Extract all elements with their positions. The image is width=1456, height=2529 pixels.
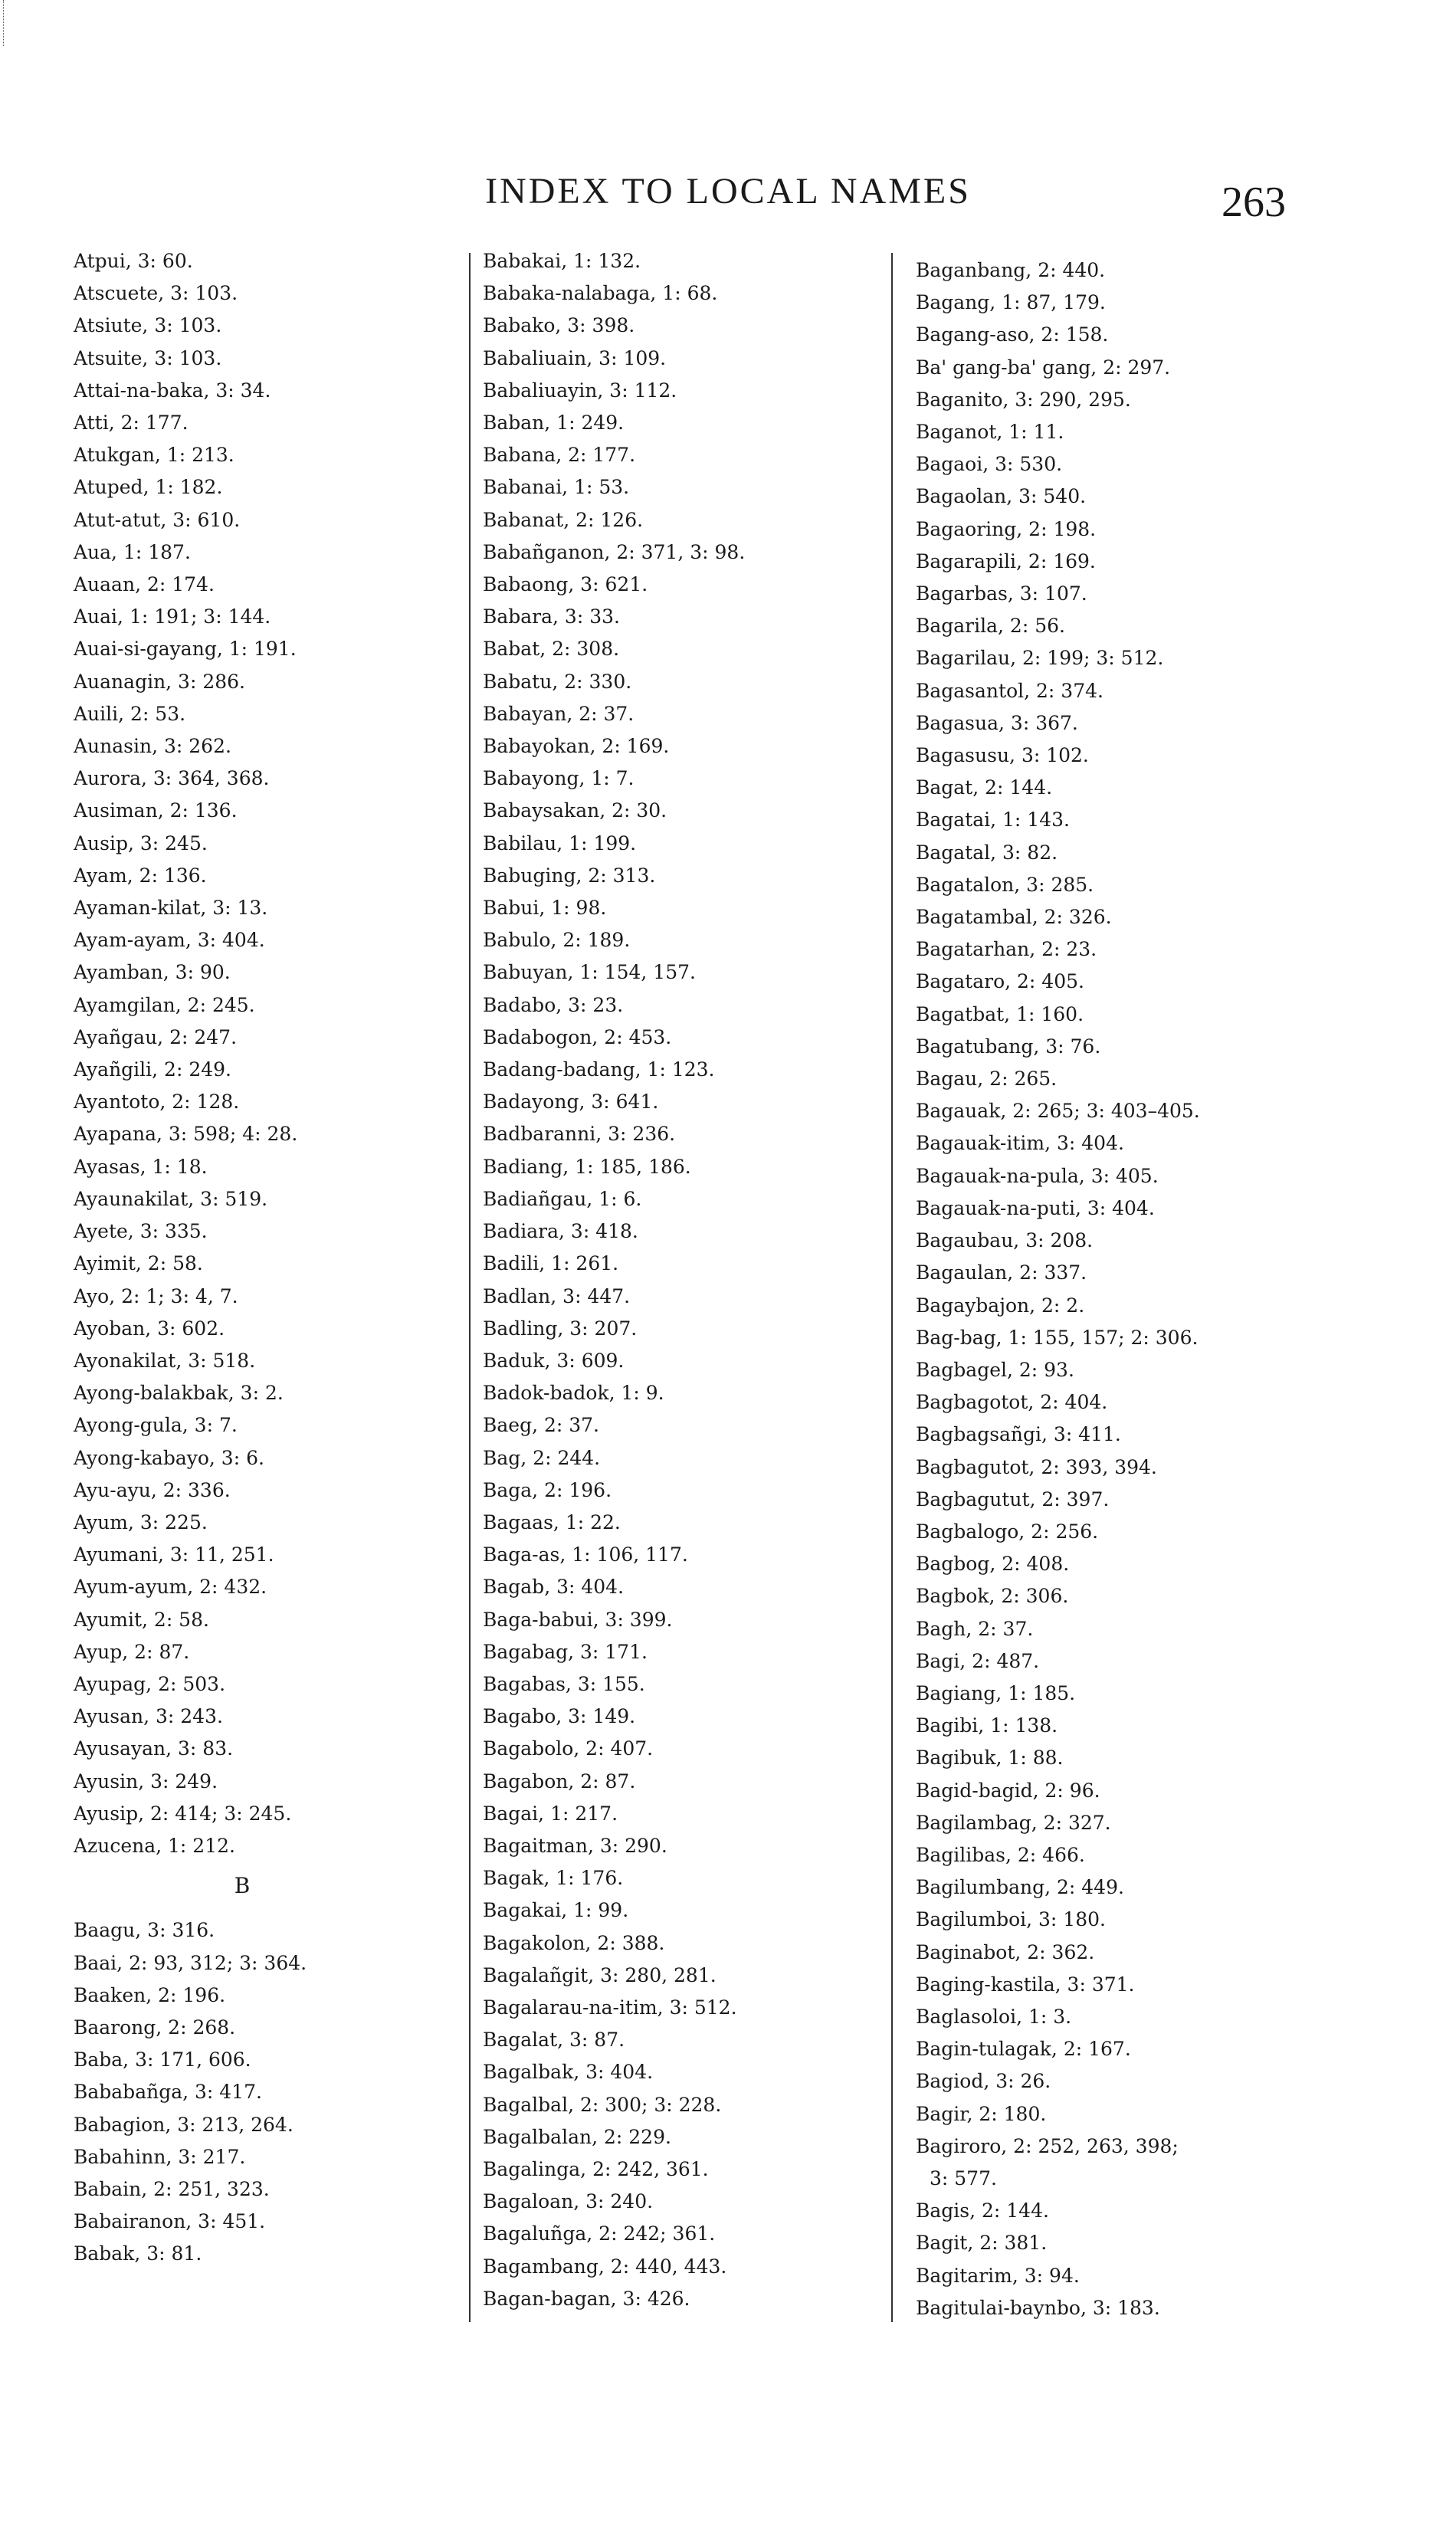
index-entry: Bagilumbang, 2: 449. xyxy=(916,1876,1124,1899)
index-entry: Baagu, 3: 316. xyxy=(74,1919,215,1942)
index-entry: Bagaoi, 3: 530. xyxy=(916,453,1063,476)
index-entry: Babaliuain, 3: 109. xyxy=(483,346,667,369)
index-entry: Babanai, 1: 53. xyxy=(483,476,630,499)
index-entry: Bagh, 2: 37. xyxy=(916,1617,1034,1640)
index-entry: Badiang, 1: 185, 186. xyxy=(483,1155,691,1178)
index-entry: Bagaluñga, 2: 242; 361. xyxy=(483,2222,716,2245)
index-entry: Bagauak-na-pula, 3: 405. xyxy=(916,1164,1159,1187)
index-entry: Bagbagotot, 2: 404. xyxy=(916,1391,1108,1414)
index-entry: Bagalbalan, 2: 229. xyxy=(483,2125,671,2148)
index-entry: Ayusan, 3: 243. xyxy=(74,1705,223,1728)
index-entry: Baga, 2: 196. xyxy=(483,1478,612,1501)
index-entry: Bagalat, 3: 87. xyxy=(483,2029,625,2052)
index-entry: Bagang-aso, 2: 158. xyxy=(916,323,1109,346)
index-entry: Bagabo, 3: 149. xyxy=(483,1705,636,1728)
index-entry: Baga-babui, 3: 399. xyxy=(483,1608,673,1631)
index-entry: Bagaolan, 3: 540. xyxy=(916,485,1087,508)
index-entry: Bagalbal, 2: 300; 3: 228. xyxy=(483,2093,722,2116)
index-column-1-b-entries xyxy=(74,1914,457,2270)
index-entry: Aua, 1: 187. xyxy=(74,540,191,563)
index-entry: Bagaybajon, 2: 2. xyxy=(916,1294,1085,1317)
index-entry: Bagatbat, 1: 160. xyxy=(916,1002,1084,1025)
index-entry: Ayaman-kilat, 3: 13. xyxy=(74,897,268,920)
index-entry: Bagau, 2: 265. xyxy=(916,1068,1058,1091)
index-entry: Bagaitman, 3: 290. xyxy=(483,1834,667,1857)
index-entry: Bagbagutot, 2: 393, 394. xyxy=(916,1455,1157,1478)
index-entry: Bagarilau, 2: 199; 3: 512. xyxy=(916,647,1164,670)
index-entry: Babakai, 1: 132. xyxy=(483,250,641,272)
index-column-1 xyxy=(74,245,457,2271)
index-entry: Bagasusu, 3: 102. xyxy=(916,744,1089,767)
index-entry: Bagatalon, 3: 285. xyxy=(916,873,1094,896)
index-entry: Atukgan, 1: 213. xyxy=(74,444,234,467)
index-entry: Ayete, 3: 335. xyxy=(74,1220,208,1243)
index-entry: Baging-kastila, 3: 371. xyxy=(916,1973,1135,1996)
index-entry: Babatu, 2: 330. xyxy=(483,670,632,693)
index-entry: Bagauak-itim, 3: 404. xyxy=(916,1132,1124,1155)
margin-mark xyxy=(3,0,4,46)
index-entry: Bagit, 2: 381. xyxy=(916,2232,1048,2255)
index-entry: Bagai, 1: 217. xyxy=(483,1802,618,1825)
index-entry: Bagatai, 1: 143. xyxy=(916,809,1070,832)
index-entry: Bagalinga, 2: 242, 361. xyxy=(483,2157,709,2180)
index-entry: Baganbang, 2: 440. xyxy=(916,259,1106,281)
index-entry: Bagakolon, 2: 388. xyxy=(483,1931,665,1954)
index-entry: Azucena, 1: 212. xyxy=(74,1834,235,1857)
index-entry: Bagilambag, 2: 327. xyxy=(916,1811,1111,1834)
index-entry: Babahinn, 3: 217. xyxy=(74,2145,246,2168)
index-entry: Babara, 3: 33. xyxy=(483,605,620,628)
index-entry: Ayam, 2: 136. xyxy=(74,864,207,887)
index-entry: Bagir, 2: 180. xyxy=(916,2102,1047,2125)
index-entry: Badili, 1: 261. xyxy=(483,1252,619,1275)
index-entry: Bagataro, 2: 405. xyxy=(916,970,1084,993)
index-entry: Baglasoloi, 1: 3. xyxy=(916,2005,1072,2028)
index-entry: Badok-badok, 1: 9. xyxy=(483,1382,664,1405)
index-entry: Bagi, 2: 487. xyxy=(916,1649,1040,1672)
index-entry: Bagbalogo, 2: 256. xyxy=(916,1520,1099,1543)
index-entry: Babayokan, 2: 169. xyxy=(483,735,670,758)
index-entry: Babayan, 2: 37. xyxy=(483,702,635,725)
index-entry: Bagilumboi, 3: 180. xyxy=(916,1908,1106,1931)
index-entry: Aunasin, 3: 262. xyxy=(74,735,231,758)
index-entry: Ba' gang-ba' gang, 2: 297. xyxy=(916,356,1171,379)
index-entry: Babuyan, 1: 154, 157. xyxy=(483,961,696,984)
index-entry: Bagat, 2: 144. xyxy=(916,776,1053,799)
index-entry: Bagabon, 2: 87. xyxy=(483,1770,636,1793)
index-entry: Auai, 1: 191; 3: 144. xyxy=(74,605,271,628)
index-entry: Ayum-ayum, 2: 432. xyxy=(74,1576,267,1599)
index-entry: Bagilibas, 2: 466. xyxy=(916,1843,1085,1866)
index-entry: Atpui, 3: 60. xyxy=(74,250,193,272)
index-entry: Bagabag, 3: 171. xyxy=(483,1640,648,1663)
index-entry: Bagbagsañgi, 3: 411. xyxy=(916,1423,1121,1446)
index-entry: Bagatal, 3: 82. xyxy=(916,841,1058,864)
index-entry: Atscuete, 3: 103. xyxy=(74,282,238,305)
index-column-3 xyxy=(916,254,1314,2324)
index-entry: Badiañgau, 1: 6. xyxy=(483,1187,642,1210)
index-entry: Ayong-balakbak, 3: 2. xyxy=(74,1382,284,1405)
index-entry: Bagarapili, 2: 169. xyxy=(916,549,1096,572)
section-heading-b: B xyxy=(234,1873,251,1899)
index-entry: Bagauak-na-puti, 3: 404. xyxy=(916,1196,1155,1219)
index-entry: Ayo, 2: 1; 3: 4, 7. xyxy=(74,1284,238,1307)
index-entry: Ausip, 3: 245. xyxy=(74,832,208,854)
index-entry: Bagarila, 2: 56. xyxy=(916,615,1065,638)
index-entry: Babana, 2: 177. xyxy=(483,444,636,467)
index-column-2 xyxy=(483,245,881,2315)
index-entry: Attai-na-baka, 3: 34. xyxy=(74,379,271,402)
index-column-1-a-entries xyxy=(74,245,457,1862)
index-entry: Badlan, 3: 447. xyxy=(483,1284,631,1307)
index-entry: Auanagin, 3: 286. xyxy=(74,670,245,693)
index-entry: Badling, 3: 207. xyxy=(483,1317,638,1340)
index-entry: Atti, 2: 177. xyxy=(74,412,189,435)
column-divider-right xyxy=(891,253,893,2322)
index-entry: Bagang, 1: 87, 179. xyxy=(916,291,1106,314)
index-entry: Bagitarim, 3: 94. xyxy=(916,2264,1080,2287)
index-entry: Baba, 3: 171, 606. xyxy=(74,2048,251,2071)
index-entry: Bagaas, 1: 22. xyxy=(483,1511,621,1533)
index-entry: Bagabolo, 2: 407. xyxy=(483,1737,654,1760)
index-entry: Babat, 2: 308. xyxy=(483,638,620,661)
index-entry: Babaka-nalabaga, 1: 68. xyxy=(483,282,718,305)
index-entry: Ayusayan, 3: 83. xyxy=(74,1737,234,1760)
index-entry: Bagibi, 1: 138. xyxy=(916,1714,1058,1737)
index-entry: Atuped, 1: 182. xyxy=(74,476,223,499)
index-column-3-entries xyxy=(916,254,1314,2324)
index-entry: Ayusin, 3: 249. xyxy=(74,1770,218,1793)
index-entry: Badiara, 3: 418. xyxy=(483,1220,638,1243)
index-entry: Bagabas, 3: 155. xyxy=(483,1672,645,1695)
index-entry: Bagalarau-na-itim, 3: 512. xyxy=(483,1996,737,2019)
index-entry: Bagatubang, 3: 76. xyxy=(916,1035,1101,1058)
index-entry: Bagambang, 2: 440, 443. xyxy=(483,2255,727,2278)
index-entry: Bagatarhan, 2: 23. xyxy=(916,938,1097,961)
index-entry: Bagaubau, 3: 208. xyxy=(916,1229,1094,1252)
index-entry: Baganito, 3: 290, 295. xyxy=(916,388,1131,411)
index-entry: Bagan-bagan, 3: 426. xyxy=(483,2287,690,2310)
index-entry: Bagbagel, 2: 93. xyxy=(916,1358,1074,1381)
index-entry: Bagbog, 2: 408. xyxy=(916,1553,1070,1576)
index-entry: Badayong, 3: 641. xyxy=(483,1091,659,1114)
index-entry: Atsiute, 3: 103. xyxy=(74,314,222,337)
page-number: 263 xyxy=(1222,179,1286,226)
index-entry: Ayañgili, 2: 249. xyxy=(74,1058,231,1081)
index-entry: Bagitulai-baynbo, 3: 183. xyxy=(916,2296,1160,2319)
index-entry: Babilau, 1: 199. xyxy=(483,832,637,854)
index-entry: Atsuite, 3: 103. xyxy=(74,346,222,369)
index-entry: Babui, 1: 98. xyxy=(483,897,607,920)
index-entry: Bagibuk, 1: 88. xyxy=(916,1747,1064,1770)
index-entry: Bagauak, 2: 265; 3: 403–405. xyxy=(916,1100,1200,1123)
index-entry: Badabogon, 2: 453. xyxy=(483,1025,672,1048)
index-entry: Babain, 2: 251, 323. xyxy=(74,2177,270,2200)
index-entry: Babulo, 2: 189. xyxy=(483,929,631,952)
index-entry: Bagalbak, 3: 404. xyxy=(483,2061,654,2084)
index-entry: Atut-atut, 3: 610. xyxy=(74,508,241,531)
index-entry: Bagab, 3: 404. xyxy=(483,1576,625,1599)
index-entry: Ayong-kabayo, 3: 6. xyxy=(74,1446,264,1469)
index-entry: Bagiang, 1: 185. xyxy=(916,1681,1076,1704)
index-entry: Bagis, 2: 144. xyxy=(916,2199,1049,2222)
index-entry: Bagasua, 3: 367. xyxy=(916,711,1078,734)
index-entry: Bagatambal, 2: 326. xyxy=(916,906,1112,929)
index-entry: Bag-bag, 1: 155, 157; 2: 306. xyxy=(916,1326,1199,1349)
index-entry: Bagin-tulagak, 2: 167. xyxy=(916,2038,1131,2061)
index-entry: Babairanon, 3: 451. xyxy=(74,2210,266,2233)
index-entry: Bagasantol, 2: 374. xyxy=(916,679,1103,702)
page-header-title: INDEX TO LOCAL NAMES xyxy=(485,171,971,212)
index-entry: Ayusip, 2: 414; 3: 245. xyxy=(74,1802,292,1825)
index-entry: Bagid-bagid, 2: 96. xyxy=(916,1779,1100,1802)
index-entry: Baai, 2: 93, 312; 3: 364. xyxy=(74,1951,307,1974)
index-entry: Babaliuayin, 3: 112. xyxy=(483,379,677,402)
index-entry: Ayimit, 2: 58. xyxy=(74,1252,203,1275)
index-entry: Bagbagutut, 2: 397. xyxy=(916,1488,1110,1511)
index-entry: Bagaloan, 3: 240. xyxy=(483,2190,654,2213)
index-entry: Badbaranni, 3: 236. xyxy=(483,1123,676,1146)
index-entry: Ayong-gula, 3: 7. xyxy=(74,1414,238,1437)
index-entry: Bag, 2: 244. xyxy=(483,1446,601,1469)
index-entry: Baarong, 2: 268. xyxy=(74,2016,236,2039)
index-entry: Ayaunakilat, 3: 519. xyxy=(74,1187,268,1210)
index-entry: Auili, 2: 53. xyxy=(74,702,186,725)
index-entry: Babañganon, 2: 371, 3: 98. xyxy=(483,540,746,563)
index-entry: Ayamban, 3: 90. xyxy=(74,961,231,984)
index-entry: Bagarbas, 3: 107. xyxy=(916,582,1087,605)
index-entry: Baaken, 2: 196. xyxy=(74,1983,226,2006)
index-entry: Baga-as, 1: 106, 117. xyxy=(483,1543,688,1566)
index-entry: Ayumani, 3: 11, 251. xyxy=(74,1543,274,1566)
index-entry: Bagiroro, 2: 252, 263, 398; xyxy=(916,2134,1179,2157)
index-entry: Babuging, 2: 313. xyxy=(483,864,656,887)
index-entry: Bagakai, 1: 99. xyxy=(483,1899,629,1922)
index-entry: Ausiman, 2: 136. xyxy=(74,799,238,822)
index-entry: Bagaoring, 2: 198. xyxy=(916,517,1097,540)
index-entry: Ayamgilan, 2: 245. xyxy=(74,993,255,1016)
index-entry: Babaong, 3: 621. xyxy=(483,573,648,596)
index-entry: Ayam-ayam, 3: 404. xyxy=(74,929,265,952)
index-entry: Ayum, 3: 225. xyxy=(74,1511,208,1533)
index-entry: Babak, 3: 81. xyxy=(74,2242,202,2265)
index-entry: Ayumit, 2: 58. xyxy=(74,1608,209,1631)
index-entry: Babako, 3: 398. xyxy=(483,314,635,337)
index-entry: Baginabot, 2: 362. xyxy=(916,1940,1095,1963)
index-entry: Bagiod, 3: 26. xyxy=(916,2070,1051,2093)
index-entry: Ayañgau, 2: 247. xyxy=(74,1025,238,1048)
index-entry: Ayapana, 3: 598; 4: 28. xyxy=(74,1123,298,1146)
index-entry: Ayoban, 3: 602. xyxy=(74,1317,225,1340)
column-divider-left xyxy=(469,253,471,2322)
index-entry: Babanat, 2: 126. xyxy=(483,508,644,531)
index-entry: Babayong, 1: 7. xyxy=(483,767,635,790)
index-entry: Ayasas, 1: 18. xyxy=(74,1155,208,1178)
index-column-2-entries xyxy=(483,245,881,2315)
index-entry: Badang-badang, 1: 123. xyxy=(483,1058,715,1081)
index-entry: Babaysakan, 2: 30. xyxy=(483,799,667,822)
index-entry: Auai-si-gayang, 1: 191. xyxy=(74,638,297,661)
index-entry: Baeg, 2: 37. xyxy=(483,1414,600,1437)
index-entry: 3: 577. xyxy=(930,2167,997,2190)
index-entry: Bababañga, 3: 417. xyxy=(74,2081,262,2104)
index-entry: Bagaulan, 2: 337. xyxy=(916,1261,1087,1284)
index-entry: Bagalañgit, 3: 280, 281. xyxy=(483,1963,717,1986)
index-entry: Badabo, 3: 23. xyxy=(483,993,624,1016)
index-entry: Ayantoto, 2: 128. xyxy=(74,1091,240,1114)
index-entry: Bagbok, 2: 306. xyxy=(916,1585,1069,1608)
index-entry: Baban, 1: 249. xyxy=(483,412,625,435)
index-entry: Ayup, 2: 87. xyxy=(74,1640,190,1663)
index-entry: Ayupag, 2: 503. xyxy=(74,1672,226,1695)
index-entry: Babagion, 3: 213, 264. xyxy=(74,2113,293,2136)
index-entry: Auaan, 2: 174. xyxy=(74,573,215,596)
index-entry: Baduk, 3: 609. xyxy=(483,1349,625,1372)
index-entry: Baganot, 1: 11. xyxy=(916,421,1064,444)
index-entry: Bagak, 1: 176. xyxy=(483,1867,624,1890)
index-entry: Ayu-ayu, 2: 336. xyxy=(74,1478,231,1501)
index-entry: Aurora, 3: 364, 368. xyxy=(74,767,270,790)
index-entry: Ayonakilat, 3: 518. xyxy=(74,1349,256,1372)
